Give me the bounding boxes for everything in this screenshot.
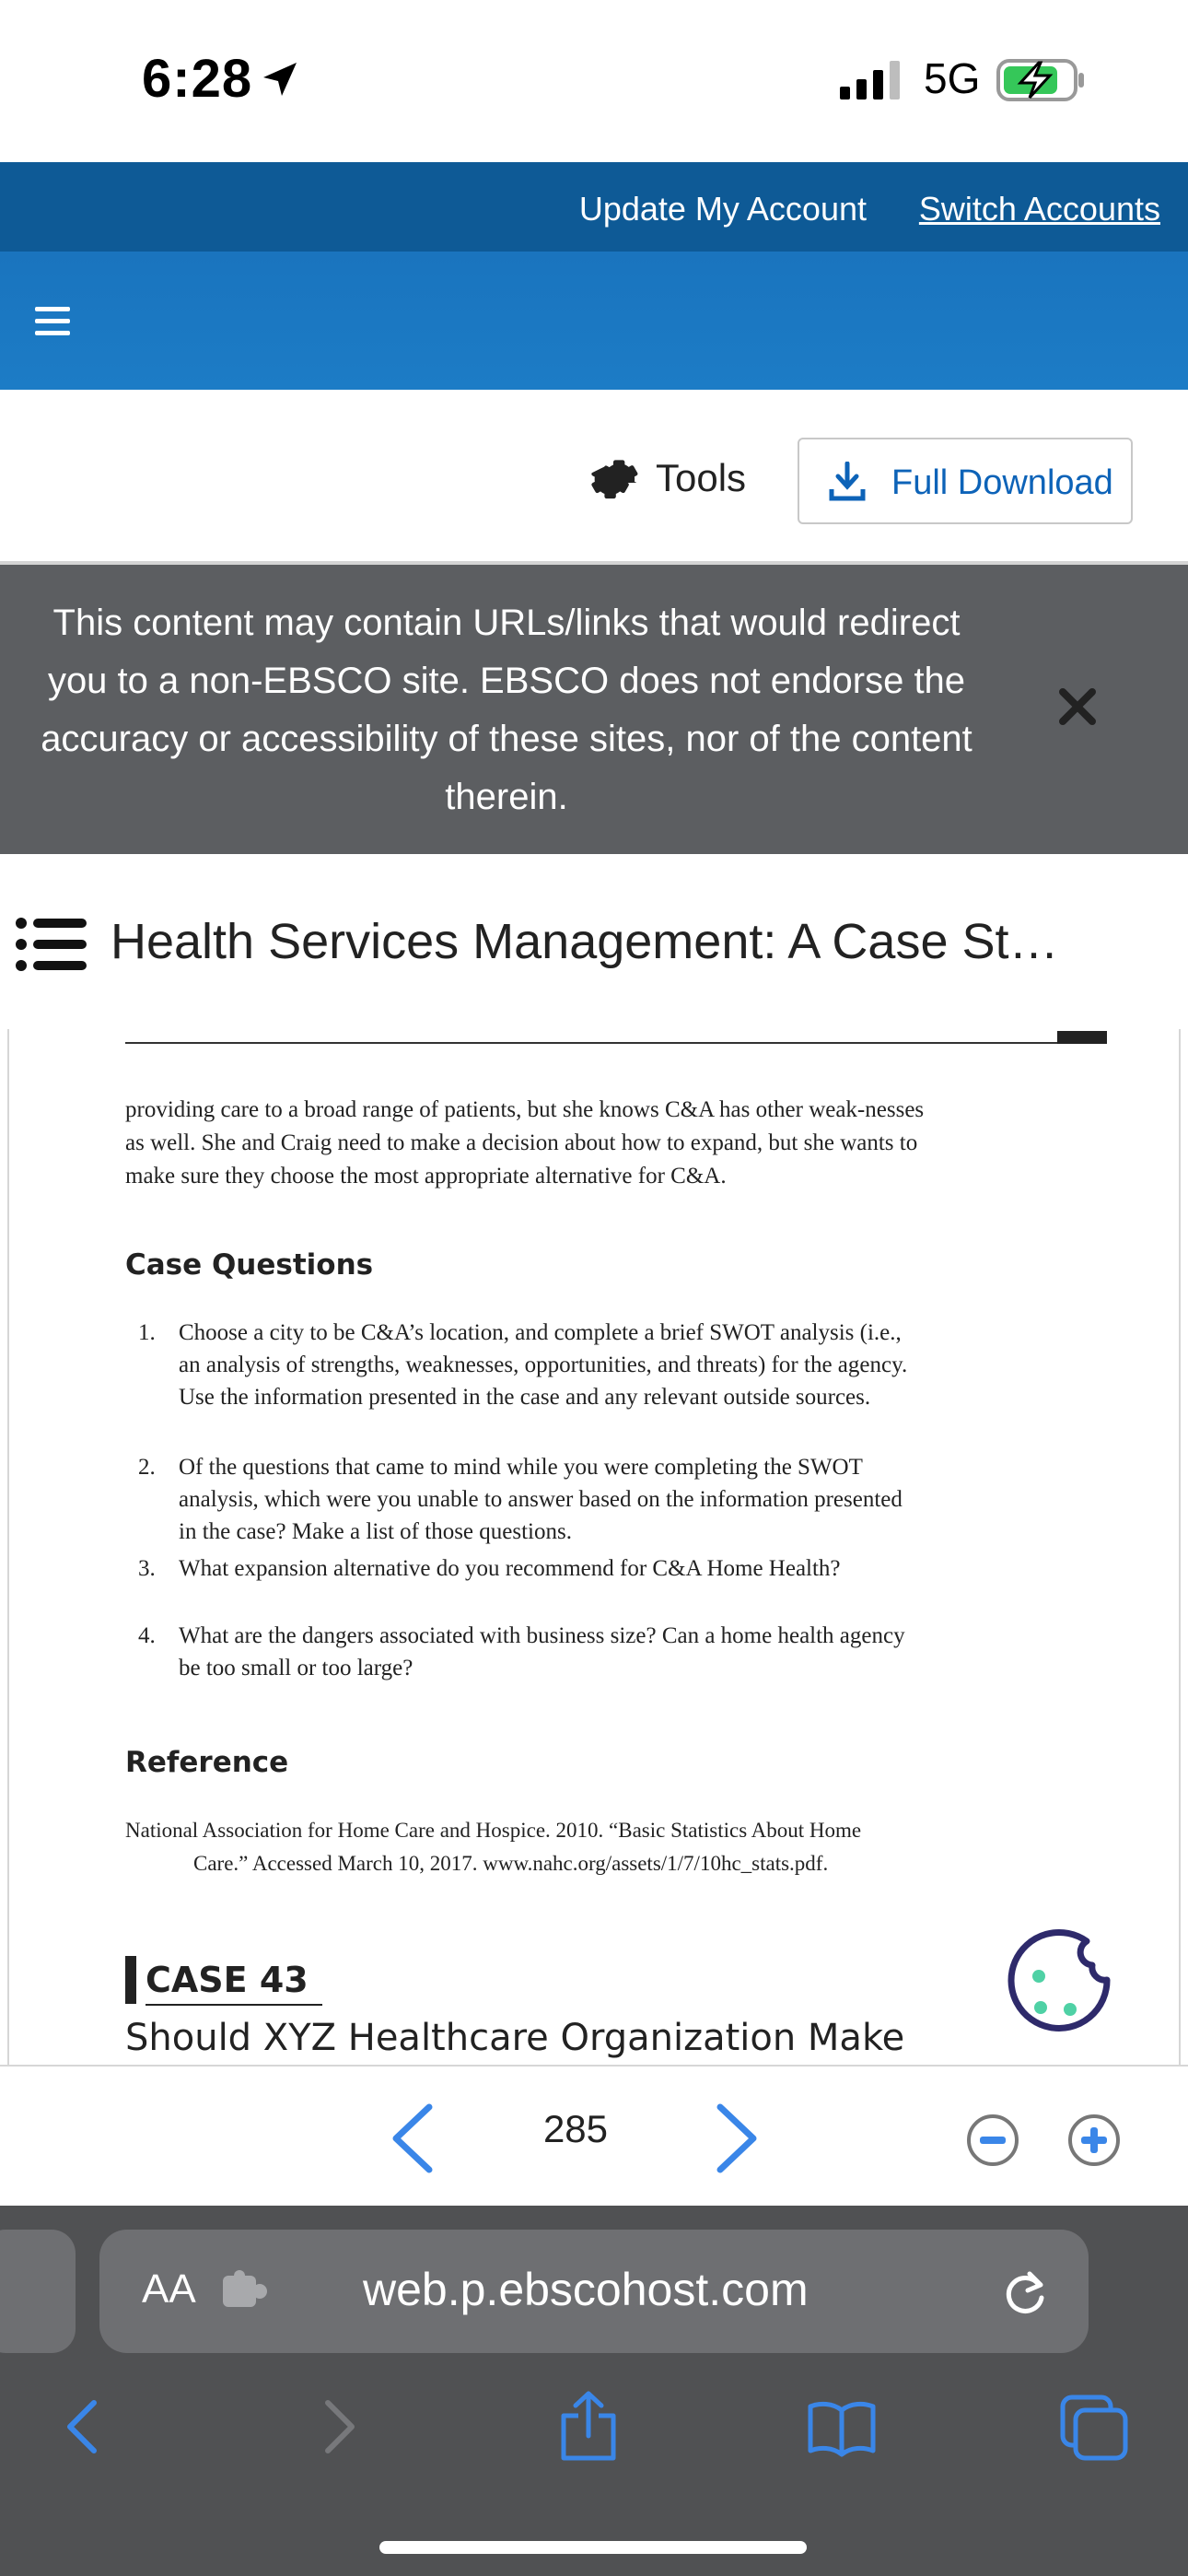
battery-charging-icon	[996, 57, 1085, 103]
question-number: 2.	[138, 1455, 156, 1480]
document-title: Health Services Management: A Case St…	[111, 914, 1059, 969]
clock: 6:28	[142, 49, 253, 109]
location-arrow-icon	[258, 57, 302, 101]
case-label-bar	[125, 1956, 136, 2004]
cellular-signal-icon	[840, 61, 904, 100]
external-links-notice	[0, 565, 1188, 854]
page-navigation	[0, 2065, 1188, 2206]
browser-bottom-bar	[0, 2206, 1188, 2576]
previous-tab-preview[interactable]	[0, 2230, 76, 2353]
question-text: Of the questions that came to mind while you were completing the SWOT analysis, which were you unable to answer based on the information presented in the case? Make a list of those questions.	[179, 1455, 903, 1544]
home-indicator[interactable]	[379, 2541, 807, 2554]
download-icon	[829, 462, 866, 502]
cookie-settings-icon[interactable]	[996, 1928, 1116, 2048]
toolbar	[0, 390, 1188, 565]
account-bar	[0, 162, 1188, 252]
full-download-label: Full Download	[891, 463, 1113, 502]
url-text: web.p.ebscohost.com	[363, 2264, 809, 2315]
notice-text: This content may contain URLs/links that would redirect you to a non-EBSCO site. EBSCO does not endorse the accuracy or accessibility of these sites, nor of the content therein.	[41, 603, 973, 817]
bookmarks-icon[interactable]	[805, 2390, 879, 2464]
zoom-out-icon[interactable]	[965, 2113, 1020, 2168]
case-label: CASE 43	[146, 1960, 309, 2000]
previous-page-icon[interactable]	[387, 2102, 438, 2175]
pdf-page-viewer[interactable]	[7, 1029, 1181, 2065]
network-type: 5G	[924, 54, 981, 102]
forward-icon[interactable]	[315, 2390, 363, 2464]
tabs-overview-icon[interactable]	[1057, 2390, 1131, 2464]
question-text: What expansion alternative do you recommend for C&A Home Health?	[179, 1556, 841, 1581]
extension-icon[interactable]	[219, 2270, 273, 2313]
page-rule	[125, 1042, 1065, 1044]
question-text: Choose a city to be C&A’s location, and complete a brief SWOT analysis (i.e., an analysis of strengths, weaknesses, opportunities, and threats) for the agency. Use the information presented in the case and any relevant outside sources.	[179, 1320, 908, 1410]
question-number: 3.	[138, 1556, 156, 1581]
tools-label[interactable]: Tools	[656, 456, 747, 499]
case-label-underline	[146, 2004, 322, 2006]
update-account-link[interactable]: Update My Account	[578, 190, 867, 228]
question-number: 1.	[138, 1320, 156, 1345]
reference-heading: Reference	[125, 1746, 289, 1779]
app-header	[0, 252, 1188, 390]
document-title-bar	[0, 854, 1188, 1029]
reference-line: National Association for Home Care and Hospice. 2010. “Basic Statistics About Home	[125, 1819, 862, 1842]
status-bar	[0, 0, 1188, 162]
intro-paragraph: providing care to a broad range of patients, but she knows C&A has other weak-nesses as well. She and Craig need to make a decision about how to expand, but she wants to make sure they choose the most appropriate alternative for C&A.	[125, 1097, 925, 1188]
close-icon[interactable]	[1057, 686, 1098, 727]
back-icon[interactable]	[57, 2390, 105, 2464]
reload-icon[interactable]	[1002, 2266, 1050, 2318]
page-rule-mark	[1057, 1031, 1107, 1044]
reference-line: Care.” Accessed March 10, 2017. www.nahc.org/assets/1/7/10hc_stats.pdf.	[193, 1852, 829, 1875]
case-questions-heading: Case Questions	[125, 1248, 374, 1282]
question-text: What are the dangers associated with business size? Can a home health agency be too small or too large?	[179, 1623, 905, 1680]
full-download-button[interactable]	[798, 438, 1133, 524]
page-settings-button[interactable]: AA	[142, 2266, 196, 2312]
address-bar[interactable]	[99, 2230, 1089, 2353]
zoom-in-icon[interactable]	[1066, 2113, 1122, 2168]
next-page-icon[interactable]	[711, 2102, 763, 2175]
menu-icon[interactable]	[35, 307, 70, 336]
table-of-contents-icon[interactable]	[15, 917, 87, 972]
switch-accounts-link[interactable]: Switch Accounts	[918, 190, 1160, 228]
gear-icon[interactable]	[586, 451, 643, 508]
page-number[interactable]: 285	[542, 2107, 609, 2150]
reference-entry	[125, 1814, 936, 1880]
question-number: 4.	[138, 1623, 156, 1648]
case-title: Should XYZ Healthcare Organization Make	[125, 2017, 905, 2059]
share-icon[interactable]	[556, 2390, 621, 2464]
